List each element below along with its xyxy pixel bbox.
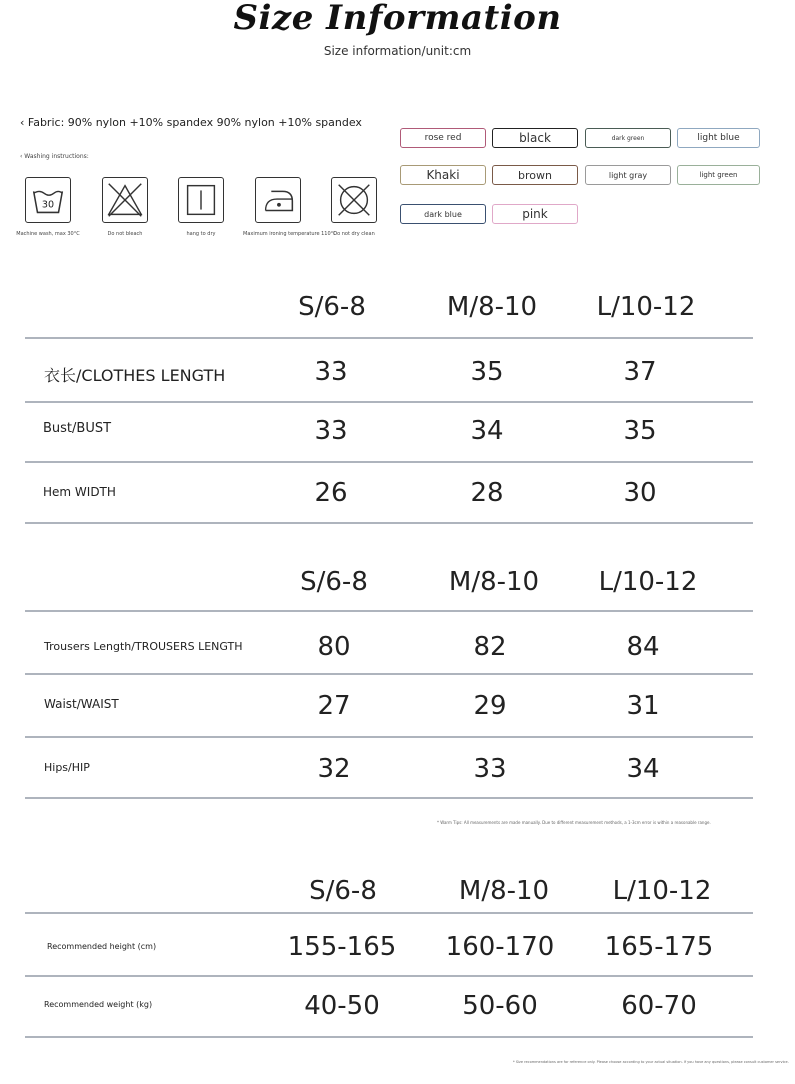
no-dry-clean-icon (331, 177, 377, 223)
table-cell: 33 (314, 416, 348, 446)
icon-label: Machine wash, max 30°C (16, 231, 80, 237)
table-cell: 82 (473, 632, 507, 662)
table-cell: 84 (626, 632, 660, 662)
table-divider (25, 522, 753, 524)
table-divider (25, 461, 753, 463)
row-label-weight: Recommended weight (kg) (44, 1000, 153, 1009)
table-cell: 40-50 (304, 991, 380, 1021)
fabric-composition: ‹ Fabric: 90% nylon +10% spandex 90% nylon +10% spandex (20, 116, 362, 129)
icon-label: hang to dry (186, 231, 216, 237)
table-divider (25, 975, 753, 977)
table-cell: 33 (473, 754, 507, 784)
row-label-hem-width: Hem WIDTH (43, 485, 116, 499)
size-header-s: S/6-8 (298, 292, 366, 322)
table-cell: 50-60 (462, 991, 538, 1021)
color-swatch-khaki[interactable]: Khaki (400, 165, 486, 185)
size-header-l: L/10-12 (598, 567, 698, 597)
table-cell: 34 (470, 416, 504, 446)
table-cell: 26 (314, 478, 348, 508)
table-cell: 60-70 (621, 991, 697, 1021)
table-divider (25, 337, 753, 339)
color-swatch-black[interactable]: black (492, 128, 578, 148)
size-header-l: L/10-12 (596, 292, 696, 322)
color-swatch-light-gray[interactable]: light gray (585, 165, 671, 185)
row-label-clothes-length: 衣长/CLOTHES LENGTH (44, 366, 226, 385)
color-swatch-light-blue[interactable]: light blue (677, 128, 760, 148)
icon-label: Do not dry clean (333, 231, 375, 237)
table-cell: 160-170 (445, 932, 555, 962)
row-label-bust: Bust/BUST (43, 421, 112, 436)
table-cell: 165-175 (604, 932, 714, 962)
table-divider (25, 797, 753, 799)
page-title: Size Information (233, 0, 562, 38)
table-cell: 32 (317, 754, 351, 784)
color-swatch-light-green[interactable]: light green (677, 165, 760, 185)
table-divider (25, 401, 753, 403)
color-swatch-pink[interactable]: pink (492, 204, 578, 224)
table-cell: 80 (317, 632, 351, 662)
wash-30-icon (25, 177, 71, 223)
page-subtitle: Size information/unit:cm (323, 44, 472, 58)
table-cell: 33 (314, 357, 348, 387)
color-swatch-dark-blue[interactable]: dark blue (400, 204, 486, 224)
table-cell: 28 (470, 478, 504, 508)
table-cell: 27 (317, 691, 351, 721)
table-cell: 34 (626, 754, 660, 784)
size-header-m: M/8-10 (448, 567, 540, 597)
icon-label: Maximum ironing temperature 110°C (243, 231, 337, 237)
wash-temp-text: 30 (41, 199, 55, 211)
table-cell: 31 (626, 691, 660, 721)
table-divider (25, 736, 753, 738)
table-divider (25, 673, 753, 675)
color-swatch-dark-green[interactable]: dark green (585, 128, 671, 148)
color-swatch-rose-red[interactable]: rose red (400, 128, 486, 148)
size-header-s: S/6-8 (300, 567, 368, 597)
row-label-hip: Hips/HIP (44, 761, 90, 774)
washing-heading: ‹ Washing instructions: (20, 153, 89, 160)
iron-icon (255, 177, 301, 223)
table-divider (25, 912, 753, 914)
row-label-trousers-length: Trousers Length/TROUSERS LENGTH (44, 640, 243, 653)
no-bleach-icon (102, 177, 148, 223)
table-divider (25, 1036, 753, 1038)
table-cell: 37 (623, 357, 657, 387)
table-cell: 29 (473, 691, 507, 721)
recommendation-note: * Size recommendations are for reference only. Please choose according to your actual situation. If you have any questions, please consult customer service. (513, 1060, 789, 1064)
table-divider (25, 610, 753, 612)
size-header-m: M/8-10 (446, 292, 538, 322)
row-label-waist: Waist/WAIST (44, 697, 119, 711)
table-cell: 35 (470, 357, 504, 387)
size-header-l: L/10-12 (612, 876, 712, 906)
table-cell: 155-165 (287, 932, 397, 962)
hang-dry-icon (178, 177, 224, 223)
size-header-m: M/8-10 (458, 876, 550, 906)
icon-label: Do not bleach (107, 231, 143, 237)
size-header-s: S/6-8 (309, 876, 377, 906)
color-swatch-brown[interactable]: brown (492, 165, 578, 185)
table-cell: 30 (623, 478, 657, 508)
table-cell: 35 (623, 416, 657, 446)
measurement-note: * Warm Tips: All measurements are made manually. Due to different measurement methods, a 1-3cm error is within a reasonable range. (437, 820, 711, 825)
row-label-height: Recommended height (cm) (47, 942, 157, 951)
